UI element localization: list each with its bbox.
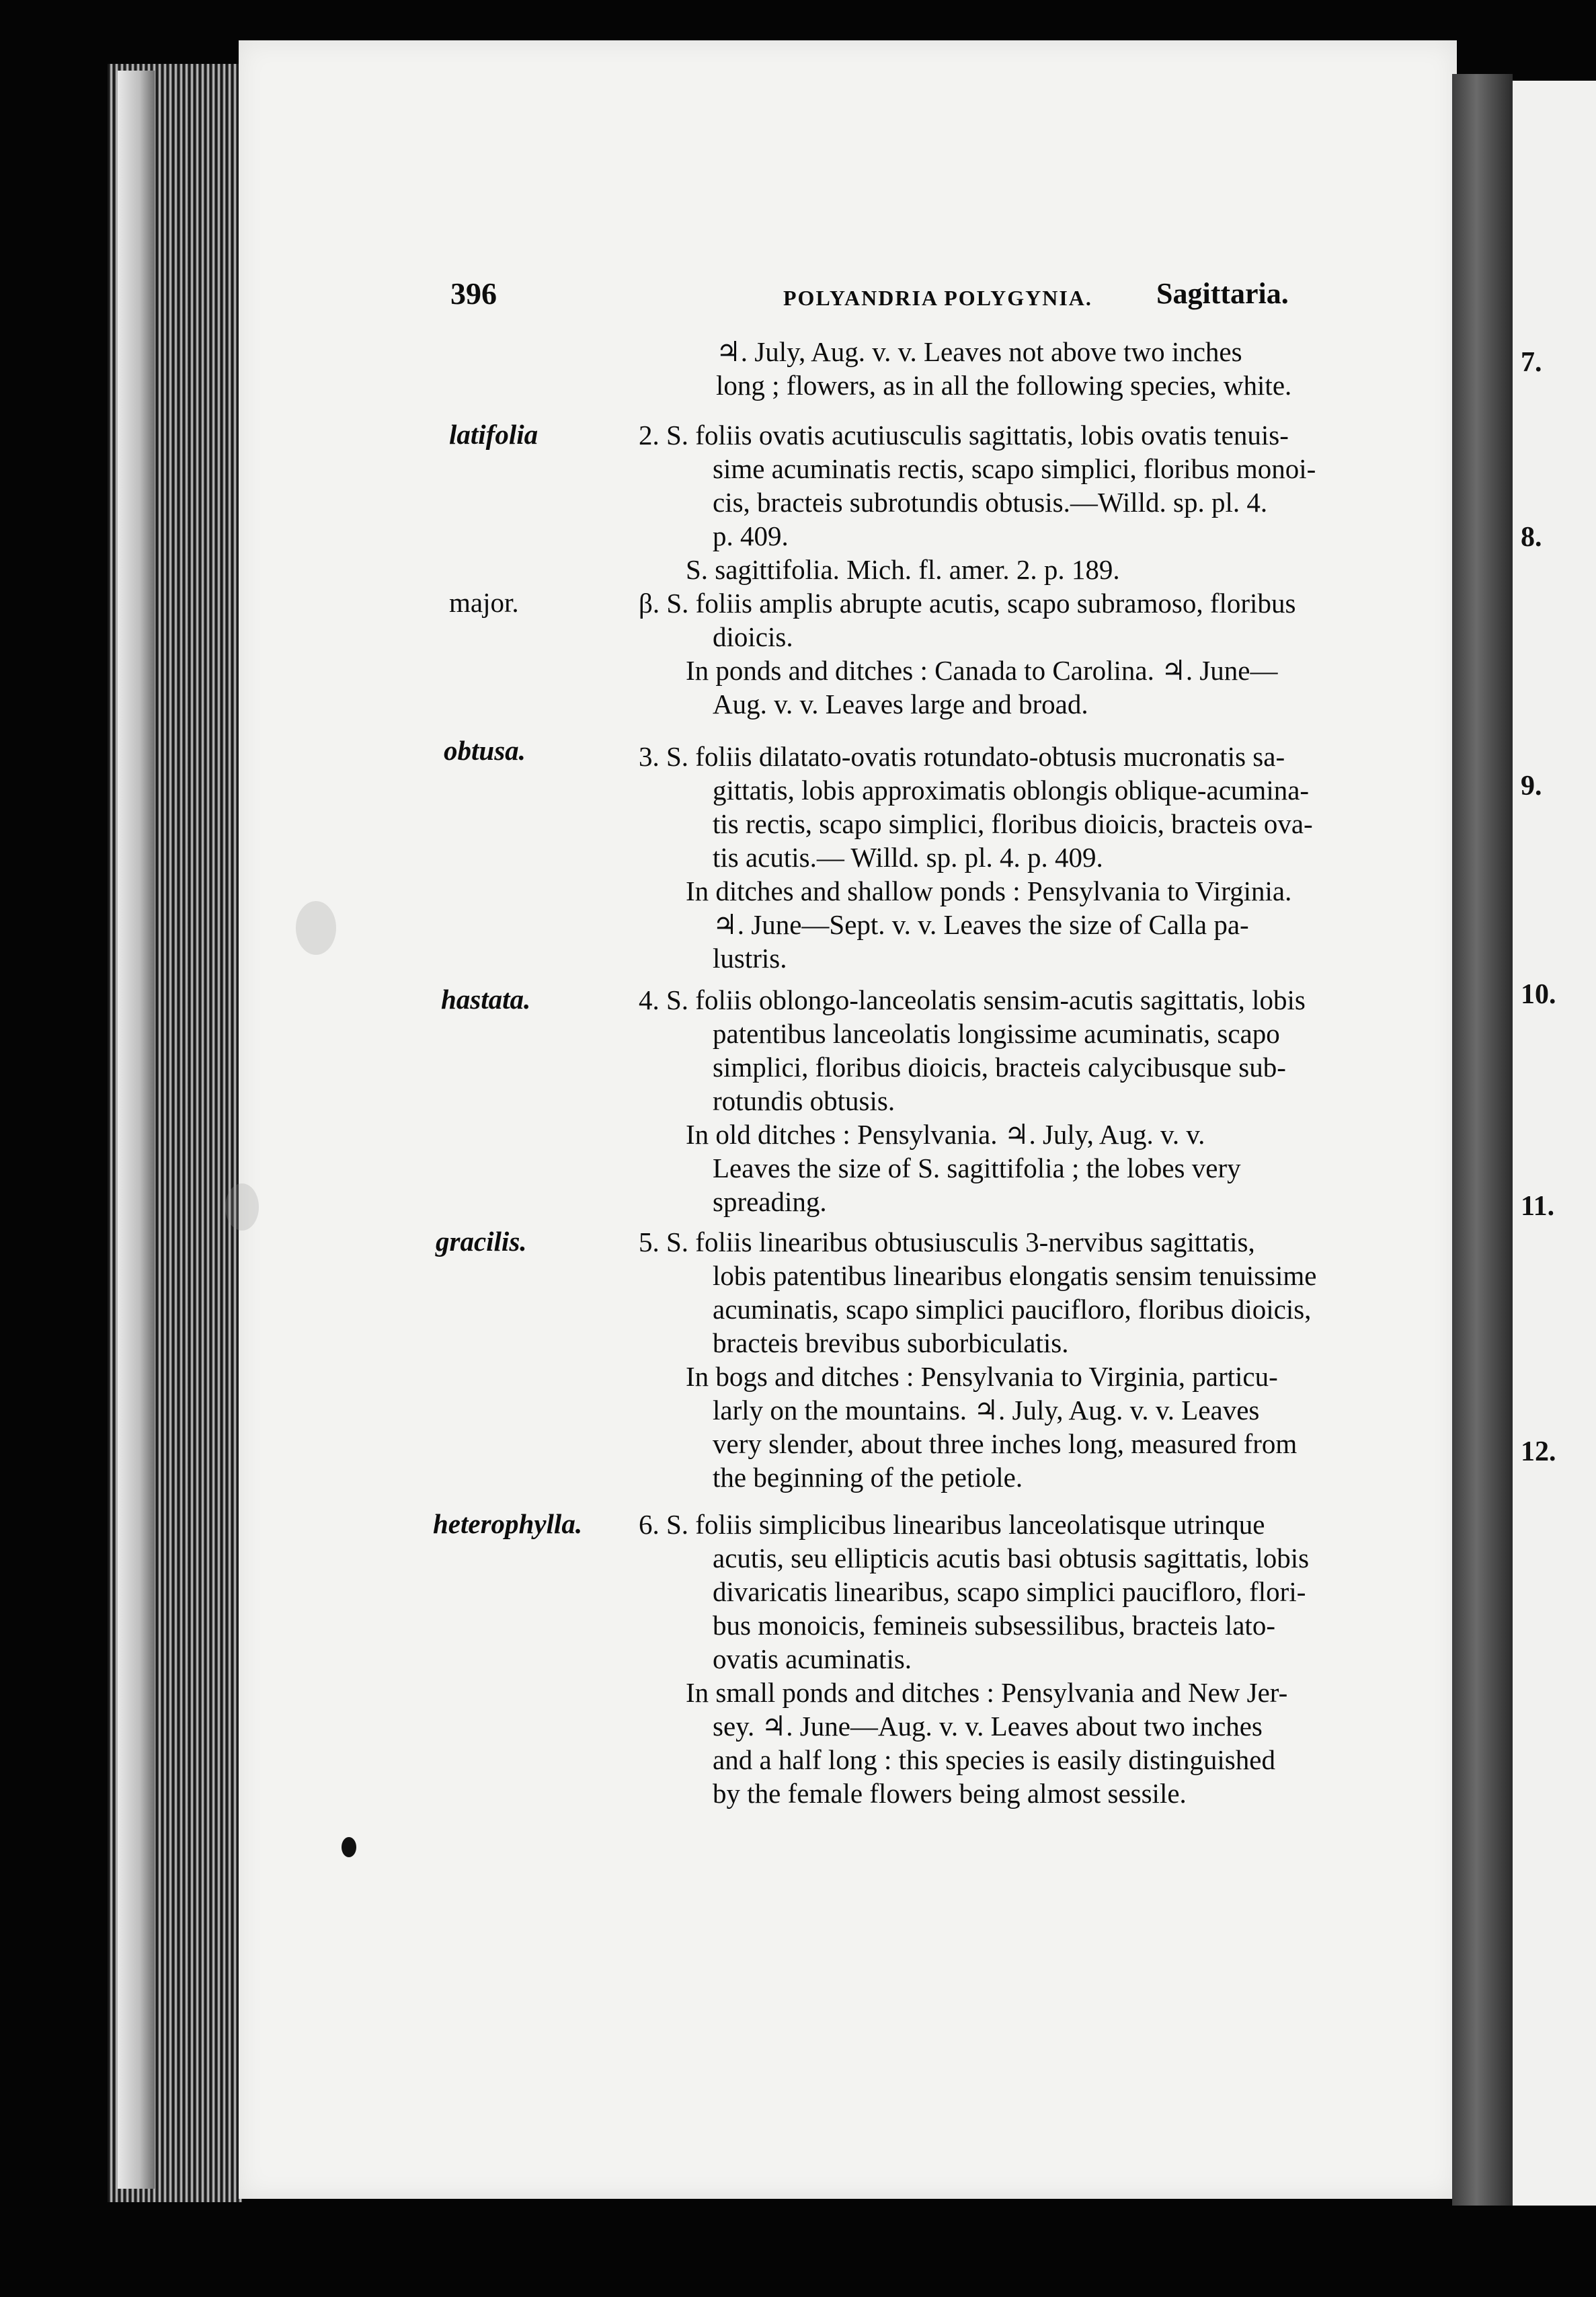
text-line: ovatis acuminatis. (713, 1643, 912, 1674)
habitat-line: the beginning of the petiole. (713, 1462, 1023, 1493)
habitat-line: ♃. June—Sept. v. v. Leaves the size of Calla pa- (713, 909, 1249, 940)
text-line: tis rectis, scapo simplici, floribus dioicis, bracteis ova- (713, 808, 1313, 839)
habitat-line: very slender, about three inches long, measured from (713, 1428, 1298, 1459)
next-page-ref: 7. (1521, 347, 1542, 378)
text-line: gittatis, lobis approximatis oblongis oblique-acumina- (713, 775, 1310, 806)
text-line: 2. S. foliis ovatis acutiusculis sagittatis, lobis ovatis tenuis- (639, 420, 1289, 451)
side-name-obtusa: obtusa. (444, 735, 526, 766)
text-line: cis, bracteis subrotundis obtusis.—Willd. sp. pl. 4. (713, 487, 1268, 518)
text-line: bracteis brevibus suborbiculatis. (713, 1327, 1069, 1358)
running-head: POLYANDRIA POLYGYNIA. (783, 286, 1092, 310)
paper-smudge (296, 901, 336, 955)
habitat-line: In small ponds and ditches : Pensylvania and New Jer- (686, 1677, 1288, 1708)
habitat-line: by the female flowers being almost sessile. (713, 1778, 1187, 1809)
next-page-ref: 12. (1521, 1436, 1556, 1467)
next-page-ref: 8. (1521, 522, 1542, 553)
next-page-fragment (1513, 81, 1596, 2206)
habitat-line: and a half long : this species is easily distinguished (713, 1744, 1275, 1775)
text-line: β. S. foliis amplis abrupte acutis, scapo subramoso, floribus (639, 588, 1296, 619)
next-page-ref: 9. (1521, 771, 1542, 802)
text-line: 6. S. foliis simplicibus linearibus lanceolatisque utrinque (639, 1509, 1265, 1540)
entry-beta (639, 586, 1419, 721)
text-line: acuminatis, scapo simplici paucifloro, floribus dioicis, (713, 1294, 1312, 1325)
side-name-hastata: hastata. (441, 984, 531, 1015)
habitat-line: spreading. (713, 1186, 827, 1217)
text-line: sime acuminatis rectis, scapo simplici, floribus monoi- (713, 453, 1316, 484)
text-line: simplici, floribus dioicis, bracteis calycibusque sub- (713, 1052, 1286, 1083)
paper-smudge (225, 1183, 259, 1231)
text-line: ♃. July, Aug. v. v. Leaves not above two inches (716, 336, 1242, 367)
text-line: long ; flowers, as in all the following species, white. (716, 370, 1292, 401)
text-line: 3. S. foliis dilatato-ovatis rotundato-obtusis mucronatis sa- (639, 741, 1285, 772)
text-line: acutis, seu ellipticis acutis basi obtusis sagittatis, lobis (713, 1543, 1310, 1573)
habitat-line: Aug. v. v. Leaves large and broad. (713, 689, 1088, 719)
habitat-line: Leaves the size of S. sagittifolia ; the lobes very (713, 1153, 1241, 1183)
text-line: bus monoicis, femineis subsessilibus, bracteis lato- (713, 1610, 1275, 1641)
next-page-ref: 10. (1521, 979, 1556, 1010)
side-name-gracilis: gracilis. (436, 1226, 527, 1257)
ink-spot (342, 1837, 356, 1857)
entry-3 (639, 740, 1419, 975)
text-line: tis acutis.— Willd. sp. pl. 4. p. 409. (713, 842, 1103, 873)
running-header (450, 277, 1324, 317)
habitat-line: sey. ♃. June—Aug. v. v. Leaves about two inches (713, 1711, 1263, 1742)
text-line: 5. S. foliis linearibus obtusiusculis 3-nervibus sagittatis, (639, 1227, 1255, 1257)
page-edges-highlight (118, 71, 155, 2189)
intro-block (716, 335, 1419, 402)
text-line: 4. S. foliis oblongo-lanceolatis sensim-acutis sagittatis, lobis (639, 984, 1306, 1015)
text-line: rotundis obtusis. (713, 1085, 895, 1116)
binding-gutter (1452, 74, 1513, 2206)
text-line: lobis patentibus linearibus elongatis sensim tenuissime (713, 1260, 1317, 1291)
text-line: patentibus lanceolatis longissime acuminatis, scapo (713, 1018, 1280, 1049)
next-page-ref: 11. (1521, 1191, 1555, 1222)
habitat-line: lustris. (713, 943, 787, 974)
side-name-latifolia: latifolia (449, 419, 538, 450)
entry-5 (639, 1225, 1419, 1494)
entry-4 (639, 983, 1419, 1218)
habitat-line: In ponds and ditches : Canada to Carolina. ♃. June— (686, 655, 1278, 686)
text-line: dioicis. (713, 621, 793, 652)
habitat-line: larly on the mountains. ♃. July, Aug. v. v. Leaves (713, 1395, 1260, 1426)
text-line: p. 409. (713, 520, 789, 551)
habitat-line: In bogs and ditches : Pensylvania to Virginia, particu- (686, 1361, 1278, 1392)
page-number: 396 (450, 276, 497, 311)
habitat-line: In old ditches : Pensylvania. ♃. July, Aug. v. v. (686, 1119, 1205, 1150)
text-line: divaricatis linearibus, scapo simplici paucifloro, flori- (713, 1576, 1306, 1607)
side-name-heterophylla: heterophylla. (433, 1508, 583, 1539)
entry-2 (639, 418, 1419, 586)
entry-6 (639, 1508, 1419, 1810)
side-name-major: major. (449, 587, 519, 618)
habitat-line: In ditches and shallow ponds : Pensylvania to Virginia. (686, 875, 1292, 906)
genus-heading: Sagittaria. (1156, 277, 1289, 310)
synonym-line: S. sagittifolia. Mich. fl. amer. 2. p. 189. (686, 554, 1120, 585)
